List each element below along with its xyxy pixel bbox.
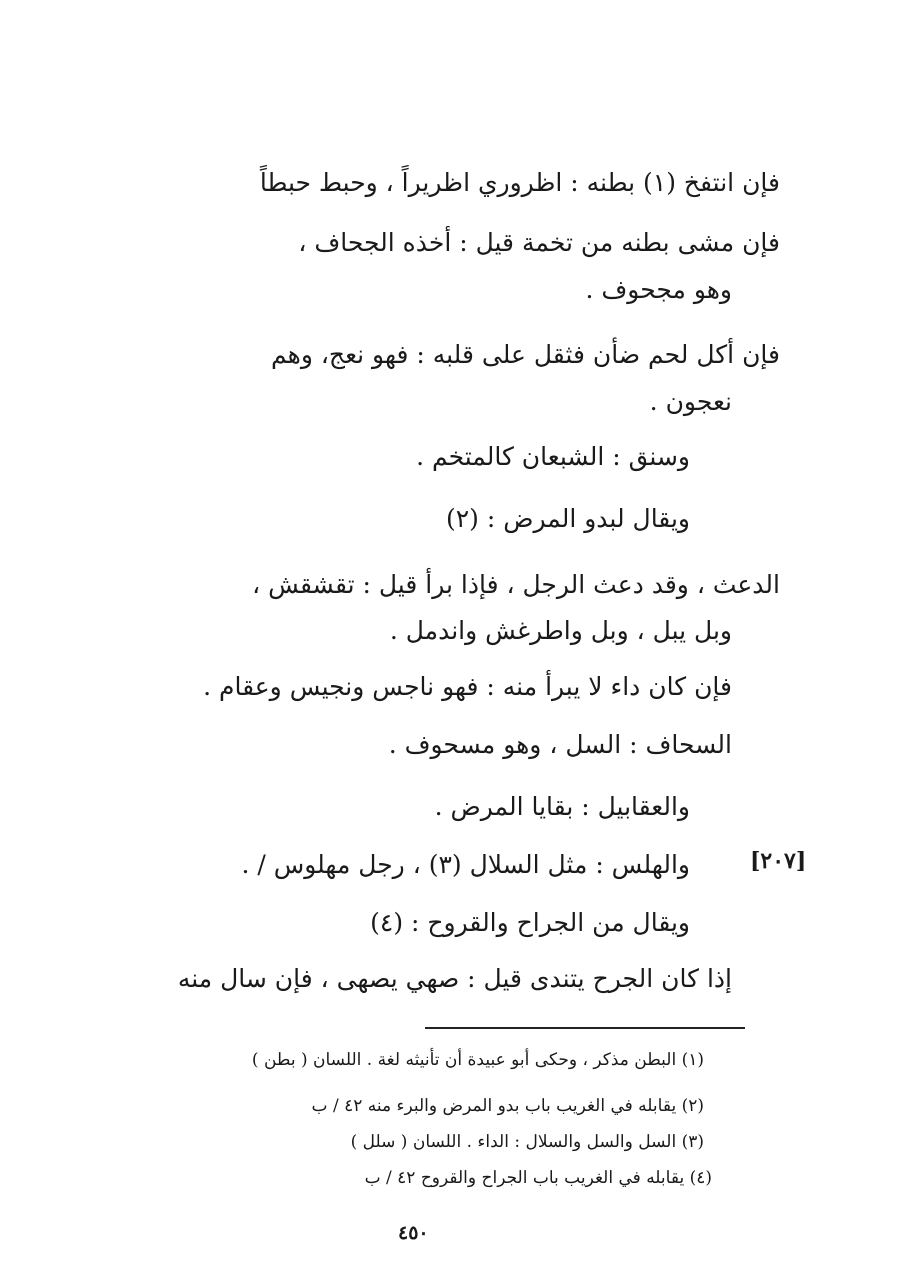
body-line: والهلس : مثل السلال (٣) ، رجل مهلوس / . — [241, 850, 690, 879]
body-line: ويقال من الجراح والقروح : (٤) — [370, 908, 690, 937]
footnote: (٢) يقابله في الغريب باب بدو المرض والبرء منه ٤٢ / ب — [311, 1096, 704, 1116]
body-line: السحاف : السل ، وهو مسحوف . — [388, 730, 732, 759]
body-line: ويقال لبدو المرض : (٢) — [445, 504, 690, 533]
page-reference-marker: [٢٠٧] — [750, 848, 807, 874]
body-line: إذا كان الجرح يتندى قيل : صهي يصهى ، فإن سال منه — [177, 964, 732, 993]
footnote: (١) البطن مذكر ، وحكى أبو عبيدة أن تأنيثه لغة . اللسان ( بطن ) — [251, 1050, 704, 1070]
footnote: (٣) السل والسل والسلال : الداء . اللسان ( سلل ) — [350, 1132, 704, 1152]
footnote-divider — [425, 1027, 745, 1029]
body-line: وسنق : الشبعان كالمتخم . — [416, 442, 690, 471]
body-line: الدعث ، وقد دعث الرجل ، فإذا برأ قيل : تقشقش ، — [252, 570, 780, 599]
footnote: (٤) يقابله في الغريب باب الجراح والقروح ٤٢ / ب — [364, 1168, 712, 1188]
body-line: فإن مشى بطنه من تخمة قيل : أخذه الجحاف ، — [298, 228, 780, 257]
page-number: ٤٥٠ — [398, 1222, 429, 1244]
body-line: والعقابيل : بقايا المرض . — [434, 792, 690, 821]
body-line: نعجون . — [649, 387, 732, 416]
body-line: فإن انتفخ (١) بطنه : اظروري اظريراً ، وحبط حبطاً — [259, 168, 780, 197]
body-line: فإن كان داء لا يبرأ منه : فهو ناجس ونجيس وعقام . — [203, 672, 732, 701]
body-line: وهو مجحوف . — [585, 275, 732, 304]
body-line: فإن أكل لحم ضأن فثقل على قلبه : فهو نعج، وهم — [271, 340, 780, 369]
body-line: وبل يبل ، وبل واطرغش واندمل . — [389, 616, 732, 645]
